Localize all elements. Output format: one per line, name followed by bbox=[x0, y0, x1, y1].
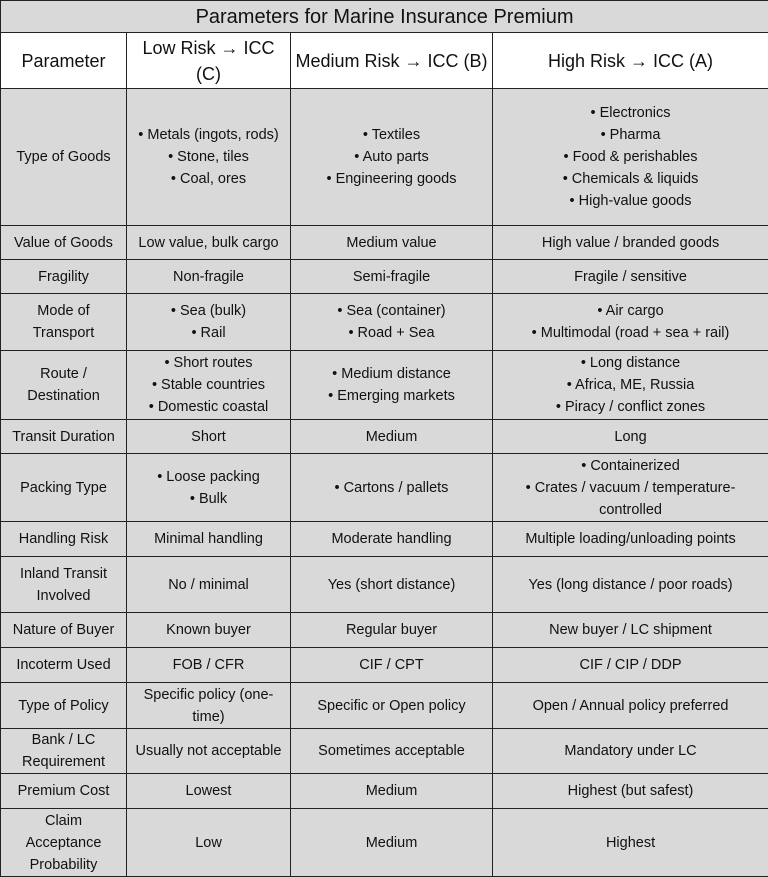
cell-line: Premium Cost bbox=[3, 780, 124, 802]
medium-risk-cell bbox=[291, 729, 493, 774]
cell-line: Medium bbox=[293, 832, 490, 854]
cell-line: • Coal, ores bbox=[129, 168, 288, 190]
cell-line: High value / branded goods bbox=[495, 232, 766, 254]
table-row bbox=[1, 226, 768, 260]
medium-risk-cell bbox=[291, 683, 493, 729]
cell-line: Regular buyer bbox=[293, 619, 490, 641]
cell-line: FOB / CFR bbox=[129, 654, 288, 676]
cell-line: Route / bbox=[3, 363, 124, 385]
table-row bbox=[1, 522, 768, 557]
parameter-cell bbox=[1, 351, 127, 420]
cell-line: Minimal handling bbox=[129, 528, 288, 550]
cell-line: Open / Annual policy preferred bbox=[495, 695, 766, 717]
cell-line: • Electronics bbox=[495, 102, 766, 124]
cell-line: • High-value goods bbox=[495, 190, 766, 212]
cell-line: No / minimal bbox=[129, 574, 288, 596]
cell-line: • Rail bbox=[129, 322, 288, 344]
high-risk-cell bbox=[493, 89, 768, 226]
cell-line: • Stable countries bbox=[129, 374, 288, 396]
cell-line: • Food & perishables bbox=[495, 146, 766, 168]
cell-line: Highest (but safest) bbox=[495, 780, 766, 802]
header-high-risk: High Risk → ICC (A) bbox=[493, 33, 768, 89]
high-risk-cell bbox=[493, 648, 768, 683]
header-parameter: Parameter bbox=[1, 33, 127, 89]
cell-line: Medium bbox=[293, 426, 490, 448]
high-risk-cell bbox=[493, 729, 768, 774]
cell-line: Specific policy (one- bbox=[129, 684, 288, 706]
cell-line: Low value, bulk cargo bbox=[129, 232, 288, 254]
header-medium-risk: Medium Risk → ICC (B) bbox=[291, 33, 493, 89]
table-title: Parameters for Marine Insurance Premium bbox=[1, 1, 768, 33]
table-row bbox=[1, 89, 768, 226]
high-risk-cell bbox=[493, 774, 768, 809]
header-low-risk: Low Risk → ICC (C) bbox=[127, 33, 291, 89]
table-row bbox=[1, 260, 768, 294]
low-risk-cell bbox=[127, 557, 291, 613]
parameter-cell bbox=[1, 522, 127, 557]
cell-line: Medium value bbox=[293, 232, 490, 254]
cell-line: • Piracy / conflict zones bbox=[495, 396, 766, 418]
table-row bbox=[1, 420, 768, 454]
cell-line: • Chemicals & liquids bbox=[495, 168, 766, 190]
cell-line: • Containerized bbox=[495, 455, 766, 477]
medium-risk-cell bbox=[291, 294, 493, 351]
low-risk-cell bbox=[127, 260, 291, 294]
table-body bbox=[1, 89, 768, 877]
cell-line: • Africa, ME, Russia bbox=[495, 374, 766, 396]
high-risk-cell bbox=[493, 294, 768, 351]
cell-line: Moderate handling bbox=[293, 528, 490, 550]
parameter-cell bbox=[1, 294, 127, 351]
cell-line: • Stone, tiles bbox=[129, 146, 288, 168]
cell-line: • Textiles bbox=[293, 124, 490, 146]
medium-risk-cell bbox=[291, 648, 493, 683]
table-row bbox=[1, 613, 768, 648]
medium-risk-cell bbox=[291, 351, 493, 420]
cell-line: CIF / CIP / DDP bbox=[495, 654, 766, 676]
parameter-cell bbox=[1, 648, 127, 683]
table-row bbox=[1, 774, 768, 809]
cell-line: • Sea (bulk) bbox=[129, 300, 288, 322]
table-row bbox=[1, 294, 768, 351]
cell-line: Bank / LC bbox=[3, 729, 124, 751]
parameter-cell bbox=[1, 226, 127, 260]
medium-risk-cell bbox=[291, 613, 493, 648]
cell-line: Fragility bbox=[3, 266, 124, 288]
cell-line: Semi-fragile bbox=[293, 266, 490, 288]
cell-line: Fragile / sensitive bbox=[495, 266, 766, 288]
parameter-cell bbox=[1, 89, 127, 226]
cell-line: • Metals (ingots, rods) bbox=[129, 124, 288, 146]
cell-line: Sometimes acceptable bbox=[293, 740, 490, 762]
cell-line: time) bbox=[129, 706, 288, 728]
medium-risk-cell bbox=[291, 260, 493, 294]
cell-line: Medium bbox=[293, 780, 490, 802]
parameter-cell bbox=[1, 809, 127, 877]
table-row bbox=[1, 648, 768, 683]
cell-line: Type of Policy bbox=[3, 695, 124, 717]
cell-line: Mandatory under LC bbox=[495, 740, 766, 762]
medium-risk-cell bbox=[291, 774, 493, 809]
cell-line: Packing Type bbox=[3, 477, 124, 499]
cell-line: Yes (short distance) bbox=[293, 574, 490, 596]
cell-line: Transit Duration bbox=[3, 426, 124, 448]
parameter-cell bbox=[1, 774, 127, 809]
high-risk-cell bbox=[493, 522, 768, 557]
high-risk-cell bbox=[493, 420, 768, 454]
low-risk-cell bbox=[127, 294, 291, 351]
table-row bbox=[1, 351, 768, 420]
cell-line: Highest bbox=[495, 832, 766, 854]
high-risk-cell bbox=[493, 557, 768, 613]
cell-line: • Loose packing bbox=[129, 466, 288, 488]
cell-line: Nature of Buyer bbox=[3, 619, 124, 641]
cell-line: Destination bbox=[3, 385, 124, 407]
table-row bbox=[1, 729, 768, 774]
cell-line: Low bbox=[129, 832, 288, 854]
low-risk-cell bbox=[127, 420, 291, 454]
table-row bbox=[1, 683, 768, 729]
high-risk-cell bbox=[493, 226, 768, 260]
cell-line: Mode of bbox=[3, 300, 124, 322]
cell-line: Claim bbox=[3, 810, 124, 832]
cell-line: • Emerging markets bbox=[293, 385, 490, 407]
cell-line: Known buyer bbox=[129, 619, 288, 641]
parameter-cell bbox=[1, 557, 127, 613]
cell-line: New buyer / LC shipment bbox=[495, 619, 766, 641]
low-risk-cell bbox=[127, 351, 291, 420]
low-risk-cell bbox=[127, 648, 291, 683]
parameter-cell bbox=[1, 683, 127, 729]
cell-line: • Auto parts bbox=[293, 146, 490, 168]
high-risk-cell bbox=[493, 683, 768, 729]
cell-line: • Bulk bbox=[129, 488, 288, 510]
cell-line: Non-fragile bbox=[129, 266, 288, 288]
cell-line: Long bbox=[495, 426, 766, 448]
cell-line: Transport bbox=[3, 322, 124, 344]
cell-line: • Engineering goods bbox=[293, 168, 490, 190]
cell-line: Acceptance bbox=[3, 832, 124, 854]
low-risk-cell bbox=[127, 522, 291, 557]
medium-risk-cell bbox=[291, 557, 493, 613]
parameter-cell bbox=[1, 420, 127, 454]
cell-line: • Long distance bbox=[495, 352, 766, 374]
medium-risk-cell bbox=[291, 454, 493, 522]
cell-line: • Domestic coastal bbox=[129, 396, 288, 418]
medium-risk-cell bbox=[291, 809, 493, 877]
cell-line: • Crates / vacuum / temperature- bbox=[495, 477, 766, 499]
low-risk-cell bbox=[127, 613, 291, 648]
cell-line: • Road + Sea bbox=[293, 322, 490, 344]
parameter-cell bbox=[1, 260, 127, 294]
cell-line: CIF / CPT bbox=[293, 654, 490, 676]
table-row bbox=[1, 454, 768, 522]
medium-risk-cell bbox=[291, 420, 493, 454]
high-risk-cell bbox=[493, 613, 768, 648]
low-risk-cell bbox=[127, 729, 291, 774]
cell-line: • Short routes bbox=[129, 352, 288, 374]
parameter-cell bbox=[1, 454, 127, 522]
cell-line: Specific or Open policy bbox=[293, 695, 490, 717]
cell-line: Incoterm Used bbox=[3, 654, 124, 676]
low-risk-cell bbox=[127, 226, 291, 260]
cell-line: Involved bbox=[3, 585, 124, 607]
cell-line: Inland Transit bbox=[3, 563, 124, 585]
cell-line: • Cartons / pallets bbox=[293, 477, 490, 499]
cell-line: Multiple loading/unloading points bbox=[495, 528, 766, 550]
high-risk-cell bbox=[493, 351, 768, 420]
table-row bbox=[1, 809, 768, 877]
low-risk-cell bbox=[127, 809, 291, 877]
cell-line: Handling Risk bbox=[3, 528, 124, 550]
parameter-cell bbox=[1, 613, 127, 648]
low-risk-cell bbox=[127, 683, 291, 729]
cell-line: controlled bbox=[495, 499, 766, 521]
cell-line: • Multimodal (road + sea + rail) bbox=[495, 322, 766, 344]
cell-line: Requirement bbox=[3, 751, 124, 773]
parameter-cell bbox=[1, 729, 127, 774]
cell-line: • Sea (container) bbox=[293, 300, 490, 322]
medium-risk-cell bbox=[291, 522, 493, 557]
medium-risk-cell bbox=[291, 89, 493, 226]
table-row bbox=[1, 557, 768, 613]
low-risk-cell bbox=[127, 774, 291, 809]
cell-line: Type of Goods bbox=[3, 146, 124, 168]
cell-line: • Medium distance bbox=[293, 363, 490, 385]
cell-line: Value of Goods bbox=[3, 232, 124, 254]
high-risk-cell bbox=[493, 260, 768, 294]
medium-risk-cell bbox=[291, 226, 493, 260]
cell-line: Yes (long distance / poor roads) bbox=[495, 574, 766, 596]
cell-line: • Air cargo bbox=[495, 300, 766, 322]
cell-line: Short bbox=[129, 426, 288, 448]
cell-line: Usually not acceptable bbox=[129, 740, 288, 762]
high-risk-cell bbox=[493, 454, 768, 522]
cell-line: Probability bbox=[3, 854, 124, 876]
low-risk-cell bbox=[127, 454, 291, 522]
cell-line: Lowest bbox=[129, 780, 288, 802]
high-risk-cell bbox=[493, 809, 768, 877]
low-risk-cell bbox=[127, 89, 291, 226]
cell-line: • Pharma bbox=[495, 124, 766, 146]
